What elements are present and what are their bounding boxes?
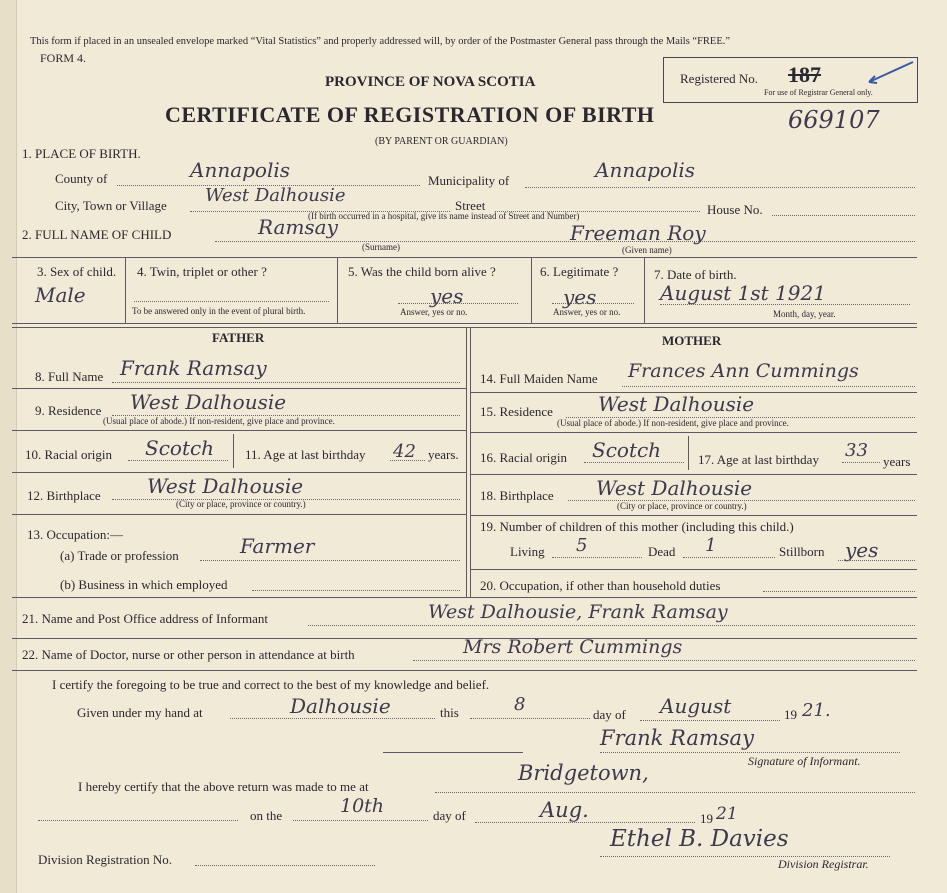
living-label: Living bbox=[510, 544, 545, 559]
on-the-label: on the bbox=[250, 808, 283, 823]
given-day-value: 8 bbox=[514, 694, 526, 715]
father-name-underline bbox=[112, 382, 460, 383]
row3-top-rule bbox=[12, 257, 917, 258]
mother-name-label: 14. Full Maiden Name bbox=[480, 371, 598, 386]
father-business-underline bbox=[252, 590, 460, 591]
dead-value: 1 bbox=[705, 535, 717, 556]
mother-racial-divider bbox=[688, 436, 689, 470]
mother-children-label: 19. Number of children of this mother (including this child.) bbox=[480, 519, 794, 534]
father-rule-2 bbox=[12, 430, 466, 431]
left-margin-strip bbox=[0, 0, 17, 893]
registrar-day-of-label: day of bbox=[433, 808, 466, 823]
mother-occupation-underline bbox=[763, 591, 915, 592]
father-name-value: Frank Ramsay bbox=[120, 356, 267, 380]
street-label: Street bbox=[455, 198, 486, 213]
father-birthplace-note: (City or place, province or country.) bbox=[176, 499, 306, 509]
municipality-underline bbox=[525, 187, 915, 188]
living-underline bbox=[552, 557, 642, 558]
this-label: this bbox=[440, 705, 459, 720]
informant-signature: Frank Ramsay bbox=[600, 726, 754, 750]
mother-age-underline bbox=[842, 462, 880, 463]
registrar-place-value: Bridgetown, bbox=[518, 761, 649, 785]
alive-value: yes bbox=[430, 284, 464, 308]
mother-years-label: years bbox=[883, 454, 911, 469]
father-trade-underline bbox=[200, 560, 460, 561]
father-trade-label: (a) Trade or profession bbox=[60, 548, 179, 563]
given-month-value: August bbox=[660, 694, 732, 718]
signature-caption: Signature of Informant. bbox=[748, 754, 861, 768]
father-age-label: 11. Age at last birthday bbox=[245, 447, 366, 462]
father-residence-value: West Dalhousie bbox=[130, 390, 287, 414]
mother-age-value: 33 bbox=[845, 440, 868, 461]
father-rule-1 bbox=[12, 388, 466, 389]
father-occupation-label: 13. Occupation:— bbox=[27, 527, 124, 542]
given-place-value: Dalhousie bbox=[290, 694, 391, 718]
father-birthplace-value: West Dalhousie bbox=[147, 474, 304, 498]
twin-underline bbox=[134, 301, 329, 302]
alive-underline bbox=[398, 303, 518, 304]
mother-birthplace-note: (City or place, province or country.) bbox=[617, 501, 747, 511]
given-year-prefix: 19 bbox=[784, 707, 797, 722]
division-registration-underline bbox=[195, 865, 375, 866]
father-age-value: 42 bbox=[393, 441, 416, 462]
signature-underline bbox=[600, 752, 900, 753]
house-label: House No. bbox=[707, 202, 763, 217]
parents-divider-left bbox=[466, 327, 467, 597]
child-name-label: 2. FULL NAME OF CHILD bbox=[22, 227, 172, 242]
divider-4-5 bbox=[337, 257, 338, 323]
given-day-underline bbox=[470, 718, 590, 719]
registered-note: For use of Registrar General only. bbox=[764, 88, 873, 97]
mother-residence-value: West Dalhousie bbox=[598, 392, 755, 416]
file-number: 669107 bbox=[788, 106, 880, 134]
doctor-value: Mrs Robert Cummings bbox=[463, 636, 683, 658]
father-name-label: 8. Full Name bbox=[35, 369, 104, 384]
house-underline bbox=[772, 215, 915, 216]
city-label: City, Town or Village bbox=[55, 198, 167, 213]
mother-birthplace-label: 18. Birthplace bbox=[480, 488, 554, 503]
mother-racial-underline bbox=[584, 462, 684, 463]
dead-label: Dead bbox=[648, 544, 676, 559]
registrar-day-underline bbox=[293, 820, 428, 821]
father-racial-value: Scotch bbox=[145, 436, 215, 460]
city-value: West Dalhousie bbox=[205, 185, 346, 206]
informant-value: West Dalhousie, Frank Ramsay bbox=[428, 601, 728, 623]
dead-underline bbox=[683, 557, 775, 558]
date-underline bbox=[660, 304, 910, 305]
row3-bottom-rule bbox=[12, 323, 917, 324]
registrar-signature: Ethel B. Davies bbox=[610, 826, 789, 852]
county-value: Annapolis bbox=[190, 158, 291, 182]
twin-note: To be answered only in the event of plural birth. bbox=[132, 306, 306, 316]
municipality-value: Annapolis bbox=[595, 158, 696, 182]
father-racial-label: 10. Racial origin bbox=[25, 447, 113, 462]
registrar-month-value: Aug. bbox=[540, 798, 589, 822]
father-business-label: (b) Business in which employed bbox=[60, 577, 228, 592]
short-rule bbox=[383, 752, 523, 753]
legitimate-underline bbox=[552, 303, 634, 304]
father-rule-3 bbox=[12, 472, 466, 473]
child-name-underline bbox=[215, 241, 915, 242]
mother-rule-4 bbox=[470, 515, 917, 516]
registrar-place-underline bbox=[435, 792, 915, 793]
postal-notice: This form if placed in an unsealed envelope marked “Vital Statistics” and properly addressed will, by order of the Postmaster General pass through the Mails “FREE.” bbox=[30, 36, 731, 47]
place-of-birth-label: 1. PLACE OF BIRTH. bbox=[22, 146, 141, 161]
mother-racial-value: Scotch bbox=[592, 438, 662, 462]
father-heading: FATHER bbox=[212, 330, 265, 345]
form-number: FORM 4. bbox=[40, 51, 87, 65]
legitimate-label: 6. Legitimate ? bbox=[540, 264, 619, 279]
divider-3-4 bbox=[125, 257, 126, 323]
father-rule-4 bbox=[12, 514, 466, 515]
parents-top-rule bbox=[12, 327, 917, 328]
parents-divider-right bbox=[470, 327, 471, 597]
twin-label: 4. Twin, triplet or other ? bbox=[137, 264, 267, 279]
mother-residence-label: 15. Residence bbox=[480, 404, 553, 419]
registered-value: 187 bbox=[788, 62, 821, 87]
mother-rule-2 bbox=[470, 432, 917, 433]
doctor-underline bbox=[413, 660, 915, 661]
mother-name-value: Frances Ann Cummings bbox=[628, 360, 859, 382]
stillborn-label: Stillborn bbox=[779, 544, 825, 559]
municipality-label: Municipality of bbox=[428, 173, 510, 188]
registrar-left-underline bbox=[38, 820, 238, 821]
registrar-statement: I hereby certify that the above return was made to me at bbox=[78, 779, 369, 794]
father-years-label: years. bbox=[428, 447, 459, 462]
parents-bottom-rule bbox=[12, 597, 917, 598]
registrar-caption: Division Registrar. bbox=[778, 857, 869, 871]
county-label: County of bbox=[55, 171, 108, 186]
registrar-month-underline bbox=[475, 822, 695, 823]
doctor-label: 22. Name of Doctor, nurse or other person in attendance at birth bbox=[22, 647, 355, 662]
given-under-label: Given under my hand at bbox=[77, 705, 203, 720]
informant-label: 21. Name and Post Office address of Informant bbox=[22, 611, 268, 626]
date-of-birth-label: 7. Date of birth. bbox=[654, 267, 737, 282]
doctor-rule bbox=[12, 670, 917, 671]
mother-birthplace-value: West Dalhousie bbox=[596, 476, 753, 500]
father-trade-value: Farmer bbox=[240, 534, 315, 558]
mother-racial-label: 16. Racial origin bbox=[480, 450, 568, 465]
mother-name-underline bbox=[622, 386, 915, 387]
registrar-day-value: 10th bbox=[340, 795, 385, 817]
page-subtitle: (BY PARENT OR GUARDIAN) bbox=[375, 136, 508, 147]
check-mark-icon bbox=[865, 58, 917, 86]
mother-residence-note: (Usual place of abode.) If non-resident, give place and province. bbox=[557, 418, 789, 428]
surname-caption: (Surname) bbox=[362, 242, 400, 252]
child-given-value: Freeman Roy bbox=[570, 221, 706, 245]
registrar-year-prefix: 19 bbox=[700, 811, 713, 826]
given-caption: (Given name) bbox=[622, 245, 672, 255]
child-surname-value: Ramsay bbox=[258, 215, 338, 239]
date-of-birth-value: August 1st 1921 bbox=[660, 281, 826, 305]
province-title: PROVINCE OF NOVA SCOTIA bbox=[325, 74, 536, 90]
legitimate-note: Answer, yes or no. bbox=[553, 307, 621, 317]
given-day-of-label: day of bbox=[593, 707, 626, 722]
given-place-underline bbox=[230, 718, 435, 719]
given-year-value: 21. bbox=[802, 700, 831, 721]
sex-value: Male bbox=[35, 283, 86, 307]
father-birthplace-label: 12. Birthplace bbox=[27, 488, 101, 503]
given-month-underline bbox=[640, 720, 780, 721]
mother-heading: MOTHER bbox=[662, 333, 722, 348]
hospital-note: (If birth occurred in a hospital, give its name instead of Street and Number) bbox=[308, 211, 580, 221]
father-residence-note: (Usual place of abode.) If non-resident, give place and province. bbox=[103, 416, 335, 426]
division-registration-label: Division Registration No. bbox=[38, 852, 172, 867]
certify-statement: I certify the foregoing to be true and correct to the best of my knowledge and belief. bbox=[52, 677, 490, 692]
alive-label: 5. Was the child born alive ? bbox=[348, 264, 496, 279]
father-age-underline bbox=[390, 460, 425, 461]
stillborn-underline bbox=[838, 560, 915, 561]
father-residence-label: 9. Residence bbox=[35, 403, 102, 418]
page-title: CERTIFICATE OF REGISTRATION OF BIRTH bbox=[165, 102, 655, 127]
mother-age-label: 17. Age at last birthday bbox=[698, 452, 819, 467]
divider-6-7 bbox=[644, 257, 645, 323]
mother-rule-5 bbox=[470, 569, 917, 570]
registered-label: Registered No. bbox=[680, 71, 758, 86]
divider-5-6 bbox=[531, 257, 532, 323]
alive-note: Answer, yes or no. bbox=[400, 307, 468, 317]
mother-rule-3 bbox=[470, 474, 917, 475]
father-racial-underline bbox=[128, 460, 228, 461]
sex-label: 3. Sex of child. bbox=[37, 264, 117, 279]
father-racial-divider bbox=[233, 434, 234, 468]
registrar-year-value: 21 bbox=[716, 804, 738, 824]
stillborn-value: yes bbox=[845, 538, 879, 562]
mother-occupation-label: 20. Occupation, if other than household duties bbox=[480, 578, 721, 593]
date-note: Month, day, year. bbox=[773, 309, 836, 319]
informant-underline bbox=[308, 625, 915, 626]
legitimate-value: yes bbox=[563, 285, 597, 309]
living-value: 5 bbox=[576, 535, 588, 556]
